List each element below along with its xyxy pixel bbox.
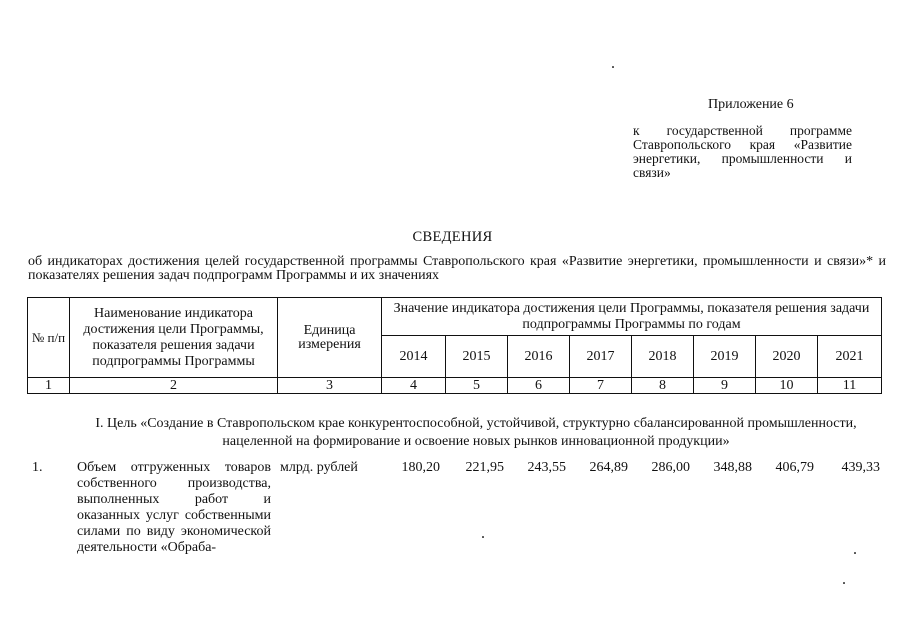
row-value-2021: 439,33	[841, 460, 880, 475]
row-indicator-name: Объем отгруженных товаров собственного производства, выполненных работ и оказанных услуг собственными силами по виду экономической деятельности «Обраба-	[77, 460, 271, 555]
scan-speck	[843, 582, 845, 584]
row-value-2014: 180,20	[401, 460, 440, 475]
column-number: 4	[382, 378, 446, 394]
header-year: 2019	[694, 336, 756, 378]
row-value-2020: 406,79	[775, 460, 814, 475]
column-number: 2	[70, 378, 278, 394]
appendix-title: Приложение 6	[708, 97, 794, 112]
row-value-2017: 264,89	[589, 460, 628, 475]
column-number: 9	[694, 378, 756, 394]
scan-speck	[482, 536, 484, 538]
header-year: 2017	[570, 336, 632, 378]
row-value-2019: 348,88	[713, 460, 752, 475]
column-number: 1	[28, 378, 70, 394]
section-heading: I. Цель «Создание в Ставропольском крае конкурентоспособной, устойчивой, структурно сбалансированной промышленности, нацеленной на формирование и освоение новых рынков инновационной продукции»	[95, 416, 857, 449]
row-value-2015: 221,95	[465, 460, 504, 475]
document-title: СВЕДЕНИЯ	[412, 229, 493, 245]
header-values-group: Значение индикатора достижения цели Программы, показателя решения задачи подпрограммы Программы по годам	[382, 298, 882, 336]
column-number: 5	[446, 378, 508, 394]
indicators-table	[27, 297, 882, 394]
document-subtitle: об индикаторах достижения целей государственной программы Ставропольского края «Развитие энергетики, промышленности и связи»* и показателях решения задач подпрограмм Программы и их значениях	[28, 254, 886, 283]
header-year: 2018	[632, 336, 694, 378]
row-value-2018: 286,00	[651, 460, 690, 475]
column-number: 7	[570, 378, 632, 394]
header-unit: Единица измерения	[278, 298, 382, 378]
column-number: 10	[756, 378, 818, 394]
column-number: 6	[508, 378, 570, 394]
scan-speck	[612, 66, 614, 68]
row-number: 1.	[32, 460, 43, 475]
row-unit: млрд. рублей	[280, 460, 358, 475]
header-num: № п/п	[28, 298, 70, 378]
row-value-2016: 243,55	[527, 460, 566, 475]
header-year: 2016	[508, 336, 570, 378]
header-year: 2014	[382, 336, 446, 378]
header-year: 2015	[446, 336, 508, 378]
appendix-reference: к государственной программе Ставропольского края «Развитие энергетики, промышленности и связи»	[633, 123, 852, 180]
column-number: 11	[818, 378, 882, 394]
header-year: 2021	[818, 336, 882, 378]
header-year: 2020	[756, 336, 818, 378]
header-indicator-name: Наименование индикатора достижения цели Программы, показателя решения задачи подпрограммы Программы	[70, 298, 278, 378]
column-number: 8	[632, 378, 694, 394]
column-number: 3	[278, 378, 382, 394]
scan-speck	[854, 552, 856, 554]
